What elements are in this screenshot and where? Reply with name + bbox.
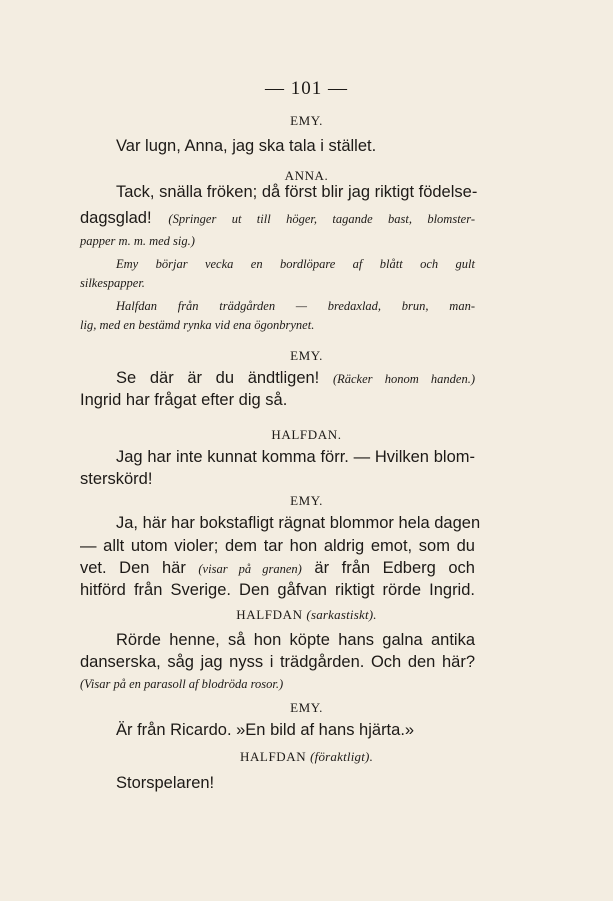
speaker-emy-2: EMY.	[290, 348, 323, 363]
stage-direction: papper m. m. med sig.)	[80, 234, 195, 248]
page-number: — 101 —	[265, 78, 348, 99]
speaker-manner: (föraktligt).	[310, 749, 374, 764]
dialogue-line: hitförd från Sverige. Den gåfvan riktigt rörde Ingrid.	[80, 581, 475, 599]
dialogue-line	[80, 208, 475, 229]
dialogue-text: vet. Den här	[80, 559, 186, 577]
speaker-manner: (sarkastiskt).	[306, 607, 377, 622]
dialogue-line: Jag har inte kunnat komma förr. — Hvilken blom-	[116, 448, 475, 466]
stage-description: Emy börjar vecka en bordlöpare af blått och gult	[116, 257, 475, 271]
dialogue-text: dagsglad!	[80, 209, 152, 227]
dialogue-line: Ja, här har bokstafligt rägnat blommor hela dagen	[116, 514, 481, 532]
dialogue-line	[80, 368, 475, 389]
dialogue-line: Storspelaren!	[116, 774, 215, 792]
dialogue-line: Ingrid har frågat efter dig så.	[80, 391, 288, 409]
dialogue-line	[80, 558, 475, 579]
speaker-halfdan-2	[30, 607, 583, 623]
dialogue-line: — allt utom violer; dem tar hon aldrig emot, som du	[80, 537, 475, 555]
dialogue-line: Är från Ricardo. »En bild af hans hjärta.»	[116, 721, 415, 739]
dialogue-line: sterskörd!	[80, 470, 153, 488]
speaker-emy-4: EMY.	[290, 700, 323, 715]
dialogue-line: danserska, såg jag nyss i trädgården. Och den här?	[80, 653, 475, 671]
speaker-name: HALFDAN	[236, 607, 303, 622]
dialogue-text: Se där är du ändtligen!	[116, 369, 320, 387]
dialogue-text: är från Edberg och	[314, 559, 475, 577]
stage-direction: (Visar på en parasoll af blodröda rosor.)	[80, 677, 284, 691]
dialogue-line: Tack, snälla fröken; då först blir jag riktigt födelse-	[116, 183, 478, 201]
dialogue-line: Var lugn, Anna, jag ska tala i stället.	[116, 137, 377, 155]
stage-description: Halfdan från trädgården — bredaxlad, brun, man-	[116, 299, 475, 313]
speaker-emy-3: EMY.	[290, 493, 323, 508]
dialogue-line: Rörde henne, så hon köpte hans galna antika	[116, 631, 475, 649]
stage-direction: (visar på granen)	[198, 562, 302, 576]
stage-direction: (Räcker honom handen.)	[332, 372, 476, 386]
speaker-emy-1: EMY.	[290, 113, 323, 128]
stage-description: silkespapper.	[80, 276, 145, 290]
speaker-name: HALFDAN	[239, 749, 307, 764]
speaker-halfdan-3	[30, 749, 583, 765]
stage-direction: (Springer ut till höger, tagande bast, blomster-	[168, 212, 475, 226]
stage-description: lig, med en bestämd rynka vid ena ögonbrynet.	[80, 318, 315, 332]
speaker-anna: ANNA.	[284, 168, 329, 183]
speaker-halfdan-1: HALFDAN.	[271, 427, 342, 442]
